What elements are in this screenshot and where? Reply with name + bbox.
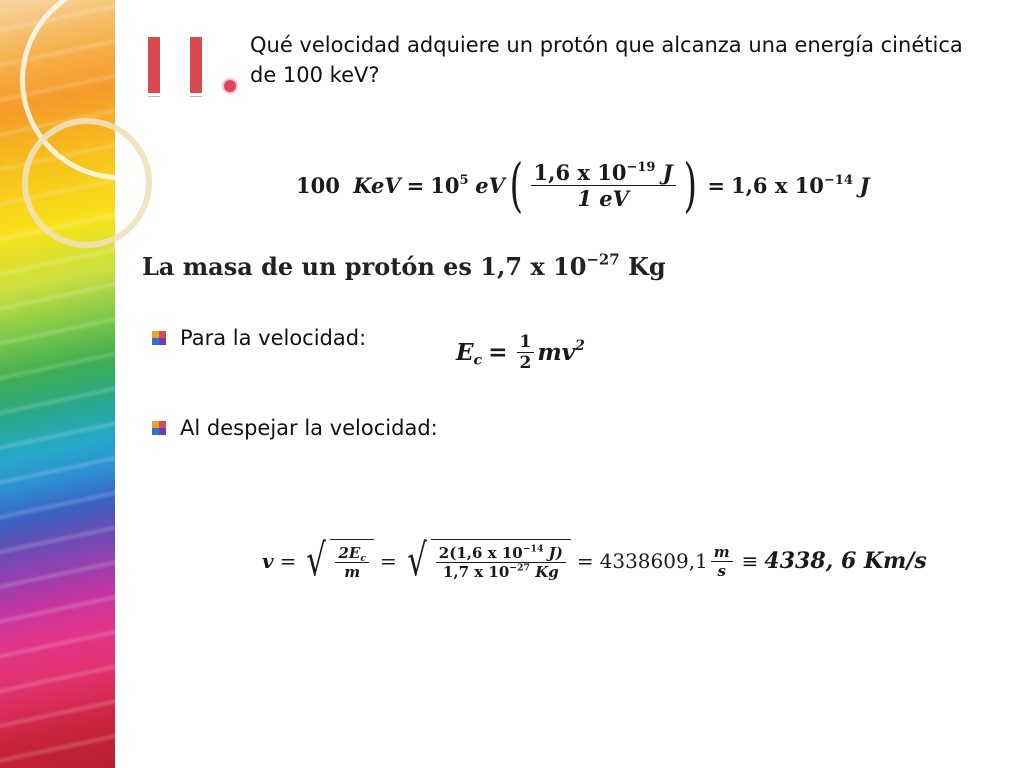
numerator-subscript: c: [360, 552, 366, 564]
fraction-numerator: 2(1,6 x 10: [438, 544, 523, 562]
fraction-denominator: 1 eV: [577, 185, 629, 211]
fraction-numerator: 1: [517, 332, 535, 353]
equals-sign: =: [707, 172, 725, 198]
numeric-fraction: [436, 544, 566, 581]
denominator-unit: Kg: [530, 563, 559, 581]
right-paren: ): [683, 151, 697, 219]
denominator-exponent: −27: [509, 562, 530, 574]
exponent: 5: [459, 172, 469, 188]
numerator-exponent: −14: [522, 543, 544, 555]
half-fraction: [517, 332, 535, 373]
lhs-unit: KeV: [353, 172, 401, 198]
lhs-value: 100: [296, 172, 340, 198]
result-exponent: −14: [823, 172, 853, 188]
fraction-denominator: 1,7 x 10: [442, 563, 510, 581]
slide-number-graphic: [148, 34, 236, 96]
bullet-item: [152, 416, 438, 440]
conversion-fraction: [531, 160, 676, 211]
equivalence-sign: ≡: [741, 549, 759, 573]
bullet-icon: [152, 421, 166, 435]
slide-number-bar: [190, 37, 202, 96]
sqrt-symbolic: [302, 535, 374, 586]
equals-sign: =: [488, 338, 508, 366]
slide-number-dot: [224, 80, 236, 92]
slide-number-bar: [148, 37, 160, 96]
bullet-item: [152, 326, 366, 350]
result-unit: J: [859, 172, 870, 198]
velocity-equation: [262, 528, 927, 594]
mass-unit: Kg: [627, 252, 666, 281]
radical-sign: √: [306, 535, 327, 586]
bullet-icon: [152, 331, 166, 345]
question-text: Qué velocidad adquiere un protón que alcanza una energía cinética de 100 keV?: [250, 33, 963, 87]
fraction-denominator: 2: [519, 352, 532, 373]
symbolic-fraction: [335, 544, 369, 581]
numerator-unit: J): [543, 544, 563, 562]
fraction-denominator: m: [344, 563, 361, 581]
equals-sign: =: [406, 172, 425, 198]
equals-sign: =: [279, 549, 297, 573]
equals-sign: =: [576, 549, 594, 573]
unit-numerator: m: [711, 543, 733, 562]
numerator-exponent: −19: [626, 159, 656, 175]
velocity-exponent: 2: [575, 337, 585, 354]
mass-velocity-term: mv: [537, 338, 576, 366]
unit-ev: eV: [475, 172, 505, 198]
base-ten: 10: [430, 172, 460, 198]
mass-exponent: −27: [586, 250, 620, 269]
velocity-value: 4338609,1: [599, 549, 708, 573]
numerator-unit: J: [662, 159, 673, 185]
unit-denominator: s: [717, 561, 726, 580]
final-result: 4338, 6 Km/s: [764, 548, 927, 574]
mass-text: La masa de un protón es 1,7 x 10: [142, 252, 587, 281]
energy-conversion-equation: [296, 150, 870, 220]
bullet-text: Al despejar la velocidad:: [180, 416, 438, 440]
unit-fraction: [711, 543, 733, 580]
sqrt-numeric: [403, 535, 571, 586]
fraction-numerator: 1,6 x 10: [533, 159, 627, 185]
bullet-text: Para la velocidad:: [180, 326, 367, 350]
equals-sign: =: [379, 549, 397, 573]
result-value: 1,6 x 10: [730, 172, 824, 198]
energy-symbol: E: [456, 338, 474, 366]
kinetic-energy-equation: [456, 324, 585, 380]
decorative-ring-small: [22, 118, 152, 248]
velocity-symbol: v: [262, 549, 274, 573]
proton-mass-statement: [142, 252, 666, 281]
left-paren: (: [509, 151, 524, 219]
energy-subscript: c: [473, 351, 483, 368]
fraction-numerator: 2E: [338, 544, 361, 562]
radical-sign: √: [406, 535, 427, 586]
